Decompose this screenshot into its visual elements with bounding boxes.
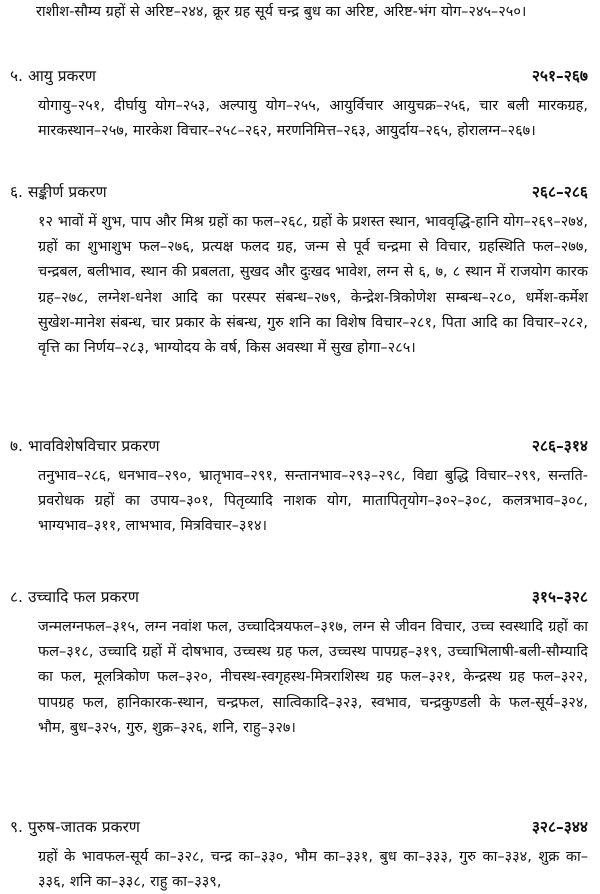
section-title bbox=[10, 64, 96, 86]
section-body-text: ग्रहों के भावफल-सूर्य का–३२८, चन्द्र का–३३०, भौम का–३३१, बुध का–३३३, गुरु का–३३४, शुक्र का–३३६, शनि का–३३८, राहु का–३३९, bbox=[38, 849, 588, 891]
section-page-range: ३२८–३४४ bbox=[531, 818, 588, 836]
section-title-text: भावविशेषविचार प्रकरण bbox=[27, 437, 160, 455]
section-bhava-vishesh bbox=[10, 434, 590, 540]
section-title-text: सङ्कीर्ण प्रकरण bbox=[27, 183, 107, 201]
section-body bbox=[38, 94, 588, 144]
continuation-paragraph: राशीश-सौम्य ग्रहों से अरिष्ट–२४४, क्रूर ग्रह सूर्य चन्द्र बुध का अरिष्ट, अरिष्ट-भंग योग–२४५–२५०। bbox=[36, 4, 527, 20]
section-heading bbox=[10, 64, 590, 88]
section-body-text: जन्मलग्नफल–३१५, लग्न नवांश फल, उच्चादित्रयफल–३१७, लग्न से जीवन विचार, उच्च स्वस्थादि ग्रहों का फल–३१८, उच्चादि ग्रहों में दोषभाव, उच्चस्थ ग्रह फल, उच्चस्थ पापग्रह–३१९, उच्चाभिलाषी-बली-सौम्यादि का फल, मूलत्रिकोण फल–३२०, नीचस्थ-स्वगृहस्थ-मित्रराशिस्थ ग्रह फल–३२१, केन्द्रस्थ ग्रह फल–३२२, पापग्रह फल, हानिकारक-स्थान, चन्द्रफल, सात्विकादि–३२३, स्वभाव, चन्द्रकुण्डली के फल-सूर्य–३२४, भौम, बुध–३२५, गुरु, शुक्र–३२६, शनि, राहु–३२७। bbox=[38, 619, 588, 736]
section-title-text: पुरुष-जातक प्रकरण bbox=[27, 818, 141, 836]
section-body-text: योगायु–२५१, दीर्घायु योग–२५३, अल्पायु योग–२५५, आयुर्विचार आयुचक्र–२५६, चार बली मारकग्रह, मारकस्थान–२५७, मारकेश विचार–२५८–२६२, मरणनिमित्त–२६३, आयुर्दाय–२६५, होरालग्न–२६७। bbox=[38, 98, 588, 140]
section-page-range: ३१५–३२८ bbox=[531, 588, 588, 606]
section-number: ५. bbox=[10, 67, 23, 85]
section-page-range: २६८–२८६ bbox=[531, 183, 588, 201]
section-purush-jatak bbox=[10, 815, 590, 894]
section-body bbox=[38, 845, 588, 894]
section-number: ८. bbox=[10, 588, 23, 606]
section-heading bbox=[10, 434, 590, 458]
section-body-text: तनुभाव–२८६, धनभाव–२९०, भ्रातृभाव–२९१, सन्तानभाव–२९३–२९८, विद्या बुद्धि विचार–२९९, सन्तति-प्रवरोधक ग्रहों का उपाय–३०१, पितृव्यादि नाशक योग, मातापितृयोग–३०२–३०८, कलत्रभाव–३०८, भाग्यभाव–३११, लाभभाव, मित्रविचार–३१४। bbox=[38, 468, 588, 535]
section-body-text: १२ भावों में शुभ, पाप और मिश्र ग्रहों का फल–२६८, ग्रहों के प्रशस्त स्थान, भाववृद्धि-हानि योग–२६९–२७४, ग्रहों का शुभाशुभ फल–२७६, प्रत्यक्ष फलद ग्रह, जन्म से पूर्व चन्द्रमा से विचार, ग्रहस्थिति फल–२७७, चन्द्रबल, बलीभाव, स्थान की प्रबलता, सुखद और दुःखद भावेश, लग्न से ६, ७, ८ स्थान में राजयोग कारक ग्रह–२७८, लग्नेश-धनेश आदि का परस्पर संबन्ध–२७९, केन्द्रेश-त्रिकोणेश सम्बन्ध–२८०, धर्मेश-कर्मेश सुखेश-मानेश संबन्ध, चार प्रकार के संबन्ध, गुरु शनि का विशेष विचार–२८१, पिता आदि का विचार–२८२, वृत्ति का निर्णय–२८३, भाग्योदय के वर्ष, किस अवस्था में सुख होगा–२८५। bbox=[38, 214, 588, 357]
section-body bbox=[38, 615, 588, 741]
continuation-text bbox=[36, 2, 586, 23]
section-title bbox=[10, 815, 140, 837]
section-number: ६. bbox=[10, 183, 23, 201]
section-heading bbox=[10, 815, 590, 839]
section-heading bbox=[10, 585, 590, 609]
section-title-text: उच्चादि फल प्रकरण bbox=[27, 588, 139, 606]
section-body bbox=[38, 210, 588, 361]
section-body bbox=[38, 464, 588, 540]
section-heading bbox=[10, 180, 590, 204]
section-title bbox=[10, 180, 107, 202]
section-title-text: आयु प्रकरण bbox=[27, 67, 96, 85]
section-page-range: २५१–२६७ bbox=[531, 67, 588, 85]
section-number: ९. bbox=[10, 818, 23, 836]
section-number: ७. bbox=[10, 437, 23, 455]
section-page-range: २८६–३१४ bbox=[531, 437, 588, 455]
section-title bbox=[10, 434, 160, 456]
section-title bbox=[10, 585, 139, 607]
section-ayu bbox=[10, 64, 590, 144]
section-uchchadi-phal bbox=[10, 585, 590, 741]
section-sankirna bbox=[10, 180, 590, 361]
